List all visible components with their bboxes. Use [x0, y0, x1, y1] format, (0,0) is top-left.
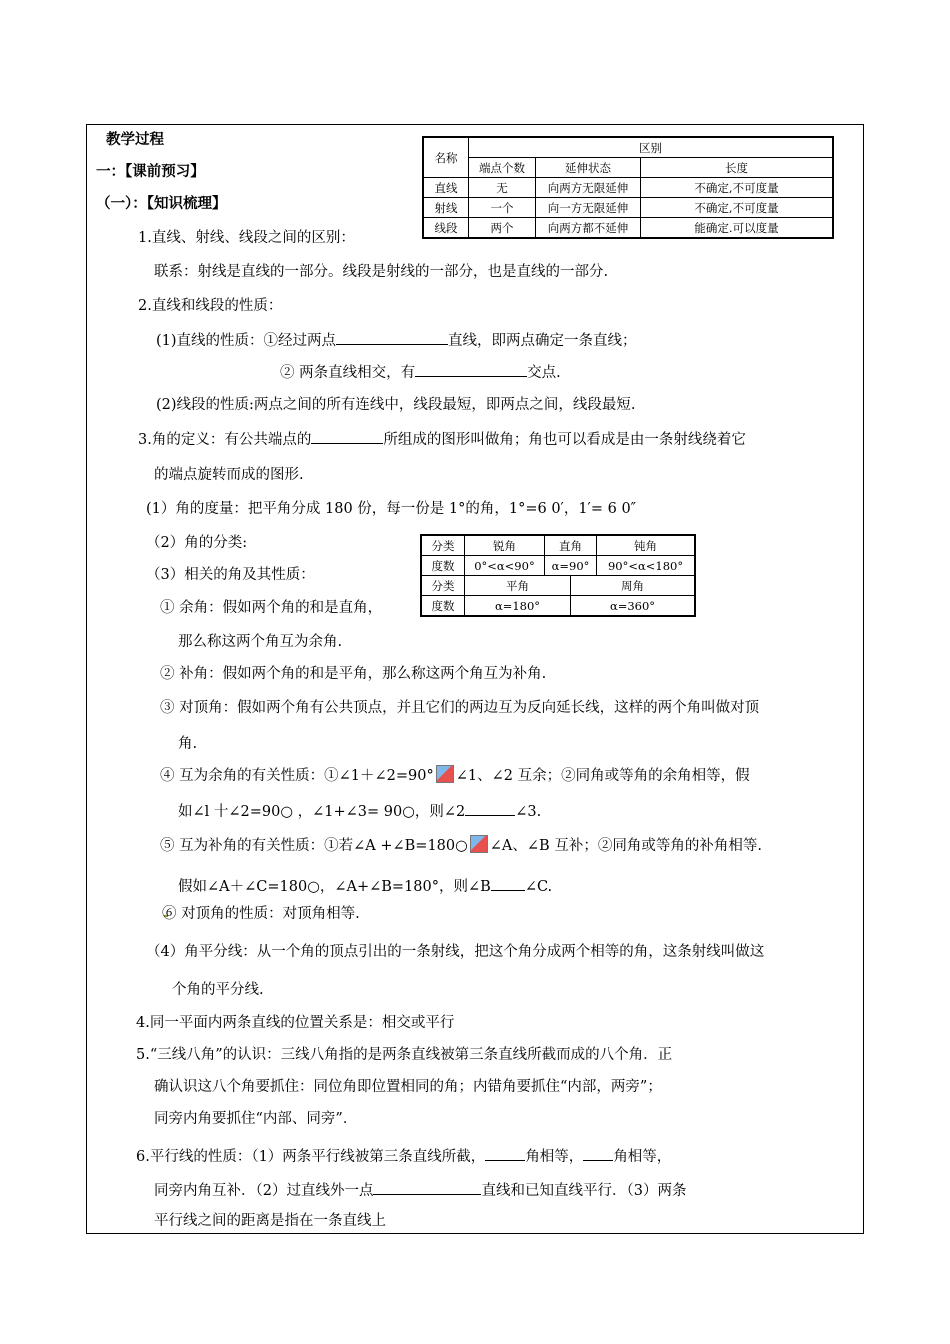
text-line — [154, 1180, 686, 1201]
text-span: ∠3. — [515, 804, 542, 820]
text-span: 直线，即两点确定一条直线； — [448, 333, 637, 349]
table-cell: 射线 — [423, 198, 469, 218]
text-span: 3.角的定义：有公共端点的 — [138, 432, 312, 448]
text-span: ② 两条直线相交，有 — [280, 365, 416, 381]
fill-blank[interactable] — [336, 330, 448, 345]
text-line — [178, 876, 552, 897]
table-row — [423, 178, 833, 198]
broken-image-icon — [436, 765, 454, 783]
text-line: 4.同一平面内两条直线的位置关系是：相交或平行 — [136, 1015, 455, 1031]
text-span: 角相等， — [613, 1149, 672, 1165]
broken-image-icon — [470, 835, 488, 853]
section-title: 教学过程 — [106, 131, 164, 148]
text-line — [156, 330, 637, 351]
table-cell: 分类 — [421, 576, 465, 596]
table-cell: 名称 — [423, 137, 469, 178]
table-row — [421, 596, 695, 617]
subpart-heading: （一）：【知识梳理】 — [96, 195, 227, 212]
table-cell: 分类 — [421, 535, 465, 556]
text-line: 联系：射线是直线的一部分。线段是射线的一部分，也是直线的一部分. — [154, 264, 609, 280]
text-line: 角. — [178, 736, 198, 752]
table-row — [423, 198, 833, 218]
table-cell: 无 — [469, 178, 536, 198]
fill-blank[interactable] — [465, 801, 515, 816]
text-span: ⑤ 互为补角的有关性质：①若∠A +∠B=180○ — [160, 838, 468, 854]
text-line: ③ 对顶角：假如两个角有公共顶点，并且它们的两边互为反向延长线，这样的两个角叫做对顶 — [160, 700, 760, 716]
table-cell: 两个 — [469, 218, 536, 239]
text-span: 如∠l 十∠2=90○ ，∠1+∠3= 90○，则∠2 — [178, 804, 466, 820]
table-cell: 钝角 — [597, 535, 695, 556]
table-cell: 周角 — [571, 576, 696, 596]
fill-blank[interactable] — [373, 1180, 481, 1195]
text-line — [178, 801, 541, 822]
text-line: 确认识这八个角要抓住：同位角即位置相同的角；内错角要抓住“内部，两旁”； — [154, 1079, 662, 1095]
table-cell: 直角 — [544, 535, 596, 556]
fill-blank[interactable] — [415, 362, 527, 377]
table-cell: 度数 — [421, 596, 465, 617]
fill-blank[interactable] — [583, 1146, 613, 1161]
table-cell: 区别 — [469, 137, 834, 158]
text-span: 假如∠A＋∠C=180○，∠A+∠B=180°，则∠B — [178, 879, 491, 895]
text-span: (1)直线的性质：①经过两点 — [156, 333, 337, 349]
text-line — [160, 765, 750, 786]
text-span: 角相等， — [525, 1149, 584, 1165]
text-line: 1.直线、射线、线段之间的区别： — [138, 230, 355, 246]
text-line — [138, 429, 746, 450]
text-line: 2.直线和线段的性质： — [138, 298, 283, 314]
text-line — [280, 362, 561, 383]
table-cell: 向两方无限延伸 — [536, 178, 641, 198]
text-span: ∠C. — [524, 879, 553, 895]
table-cell: 90°<α<180° — [597, 556, 695, 576]
text-line: 的端点旋转而成的图形. — [154, 467, 304, 483]
fill-blank[interactable] — [485, 1146, 525, 1161]
table-cell: 向一方无限延伸 — [536, 198, 641, 218]
text-line: （4）角平分线：从一个角的顶点引出的一条射线，把这个角分成两个相等的角，这条射线叫做这 — [146, 944, 765, 960]
text-span: 直线和已知直线平行．（3）两条 — [481, 1183, 687, 1199]
fill-blank[interactable] — [311, 429, 383, 444]
text-line — [136, 1146, 671, 1167]
text-span: ∠A、∠B 互补；②同角或等角的补角相等. — [489, 838, 762, 854]
text-span: 6.平行线的性质：（1）两条平行线被第三条直线所截， — [136, 1149, 486, 1165]
table-cell: 不确定,不可度量 — [641, 178, 834, 198]
table-row — [421, 535, 695, 556]
table-cell: 度数 — [421, 556, 465, 576]
text-line: 5.“三线八角”的认识：三线八角指的是两条直线被第三条直线所截而成的八个角．正 — [136, 1047, 673, 1063]
fill-blank[interactable] — [491, 876, 525, 891]
text-line: ① 余角：假如两个角的和是直角， — [160, 600, 383, 616]
table-cell: 0°<α<90° — [465, 556, 545, 576]
table-cell: 直线 — [423, 178, 469, 198]
table-cell: 平角 — [465, 576, 571, 596]
text-line: ⑥ 对顶角的性质：对顶角相等. — [162, 906, 360, 922]
text-line: 那么称这两个角互为余角. — [178, 634, 343, 650]
table-cell: α=180° — [465, 596, 571, 617]
table-cell: α=90° — [544, 556, 596, 576]
text-line: 同旁内角要抓住“内部、同旁”． — [154, 1111, 358, 1127]
text-line: （3）相关的角及其性质： — [146, 567, 315, 583]
text-line — [160, 835, 762, 856]
text-line: （2）角的分类: — [146, 535, 248, 551]
angle-classification-table — [420, 534, 696, 617]
text-line: ② 补角：假如两个角的和是平角，那么称这两个角互为补角. — [160, 666, 547, 682]
text-line: (1）角的度量：把平角分成 180 份，每一份是 1°的角，1°=6 0′，1′= 6 0″ — [146, 501, 637, 517]
text-span: ④ 互为余角的有关性质：①∠1＋∠2=90° — [160, 768, 434, 784]
table-cell: 延伸状态 — [536, 158, 641, 178]
text-span: 所组成的图形叫做角；角也可以看成是由一条射线绕着它 — [383, 432, 746, 448]
text-line: 平行线之间的距离是指在一条直线上 — [154, 1213, 386, 1229]
table-cell: 端点个数 — [469, 158, 536, 178]
table-row — [421, 556, 695, 576]
text-line: (2)线段的性质:两点之间的所有连线中，线段最短，即两点之间，线段最短. — [156, 397, 636, 413]
line-comparison-table — [422, 136, 834, 239]
part-heading: 一：【课前预习】 — [96, 163, 205, 180]
table-cell: 锐角 — [465, 535, 545, 556]
text-span: 交点. — [527, 365, 561, 381]
table-cell: 线段 — [423, 218, 469, 239]
table-row — [423, 218, 833, 239]
text-span: ∠1、∠2 互余；②同角或等角的余角相等，假 — [455, 768, 750, 784]
text-span: 同旁内角互补．（2）过直线外一点 — [154, 1183, 374, 1199]
table-row — [421, 576, 695, 596]
table-cell: 向两方都不延伸 — [536, 218, 641, 239]
text-line: 个角的平分线. — [172, 982, 264, 998]
table-cell: 长度 — [641, 158, 834, 178]
table-cell: 能确定.可以度量 — [641, 218, 834, 239]
table-cell: 一个 — [469, 198, 536, 218]
table-cell: α=360° — [571, 596, 696, 617]
table-cell: 不确定,不可度量 — [641, 198, 834, 218]
